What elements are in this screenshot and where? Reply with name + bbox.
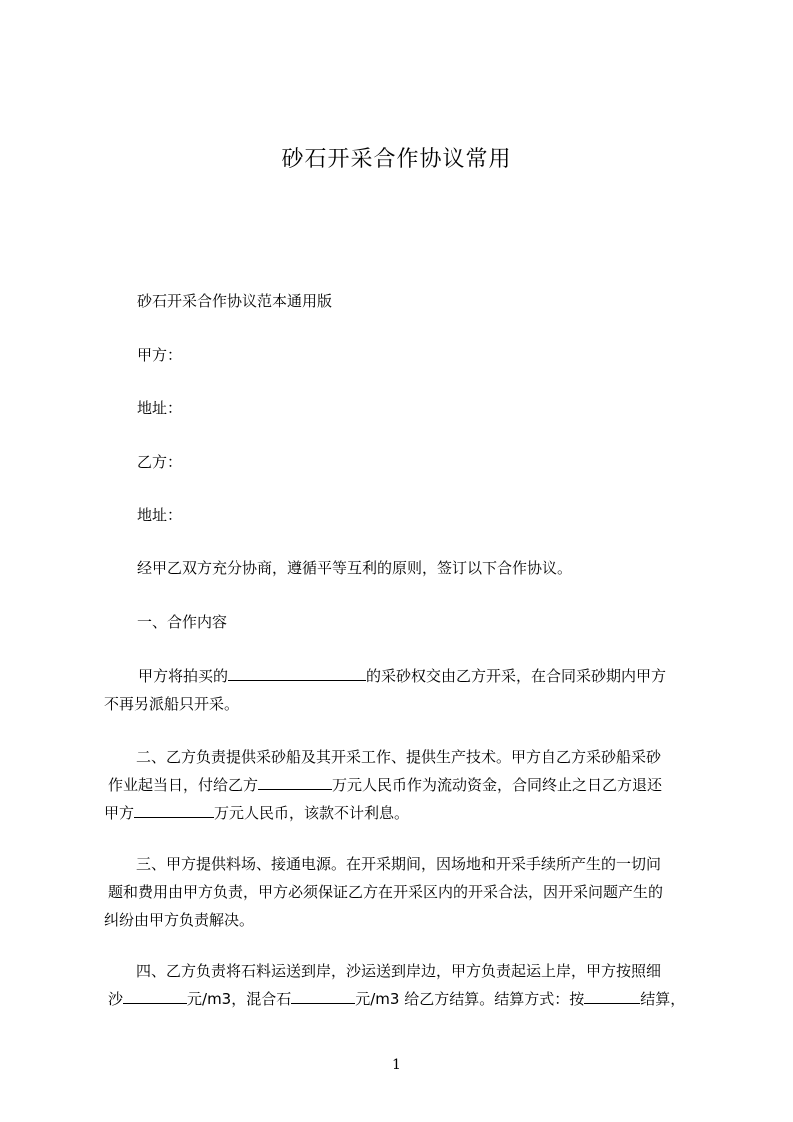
section4-line1: 四、乙方负责将石料运送到岸，沙运送到岸边，甲方负责起运上岸，甲方按照细: [136, 962, 662, 980]
fill-blank: [584, 989, 640, 1004]
section1-text-a: 甲方将拍买的: [138, 667, 229, 685]
fill-blank: [258, 775, 332, 790]
fill-blank: [291, 989, 355, 1004]
fill-blank: [134, 803, 214, 818]
section3-line3: 纠纷由甲方负责解决。: [104, 911, 255, 929]
section4-text-a: 沙: [108, 990, 124, 1008]
section3-line2: 题和费用由甲方负责，甲方必须保证乙方在开采区内的开采合法，因开采问题产生的: [108, 883, 664, 901]
section2-line1: 二、乙方负责提供采砂船及其开采工作、提供生产技术。甲方自乙方采砂船采砂: [136, 748, 662, 766]
party-a-label: 甲方：: [137, 346, 183, 364]
page-number: 1: [392, 1057, 401, 1073]
section2-paragraph: [104, 743, 700, 827]
section4-text-d: 结算，: [640, 990, 686, 1008]
party-b-label: 乙方：: [137, 453, 183, 471]
fill-blank: [228, 666, 366, 681]
subtitle: 砂石开采合作协议范本通用版: [137, 292, 333, 310]
section4-paragraph: [104, 957, 700, 1013]
preamble: 经甲乙双方充分协商，遵循平等互利的原则，签订以下合作协议。: [137, 559, 573, 577]
section2-text-d: 万元人民币，该款不计利息。: [214, 804, 410, 822]
section4-text-c: 元/m3 给乙方结算。结算方式：按: [355, 990, 585, 1008]
section3-line1: 三、甲方提供料场、接通电源。在开采期间，因场地和开采手续所产生的一切问: [136, 855, 662, 873]
section1-text-c: 不再另派船只开采。: [104, 695, 240, 713]
document-title: 砂石开采合作协议常用: [281, 147, 512, 172]
section2-text-b: 万元人民币作为流动资金，合同终止之日乙方退还: [332, 776, 663, 794]
section4-text-b: 元/m3，混合石: [187, 990, 292, 1008]
section3-paragraph: [104, 850, 700, 934]
party-a-address-label: 地址：: [137, 399, 183, 417]
section1-text-b: 的采砂权交由乙方开采，在合同采砂期内甲方: [366, 667, 667, 685]
section1-heading: 一、合作内容: [137, 613, 228, 631]
section1-paragraph: [104, 662, 700, 718]
section2-text-a: 作业起当日，付给乙方: [108, 776, 259, 794]
fill-blank: [123, 989, 187, 1004]
section2-text-c: 甲方: [104, 804, 135, 822]
party-b-address-label: 地址：: [137, 506, 183, 524]
